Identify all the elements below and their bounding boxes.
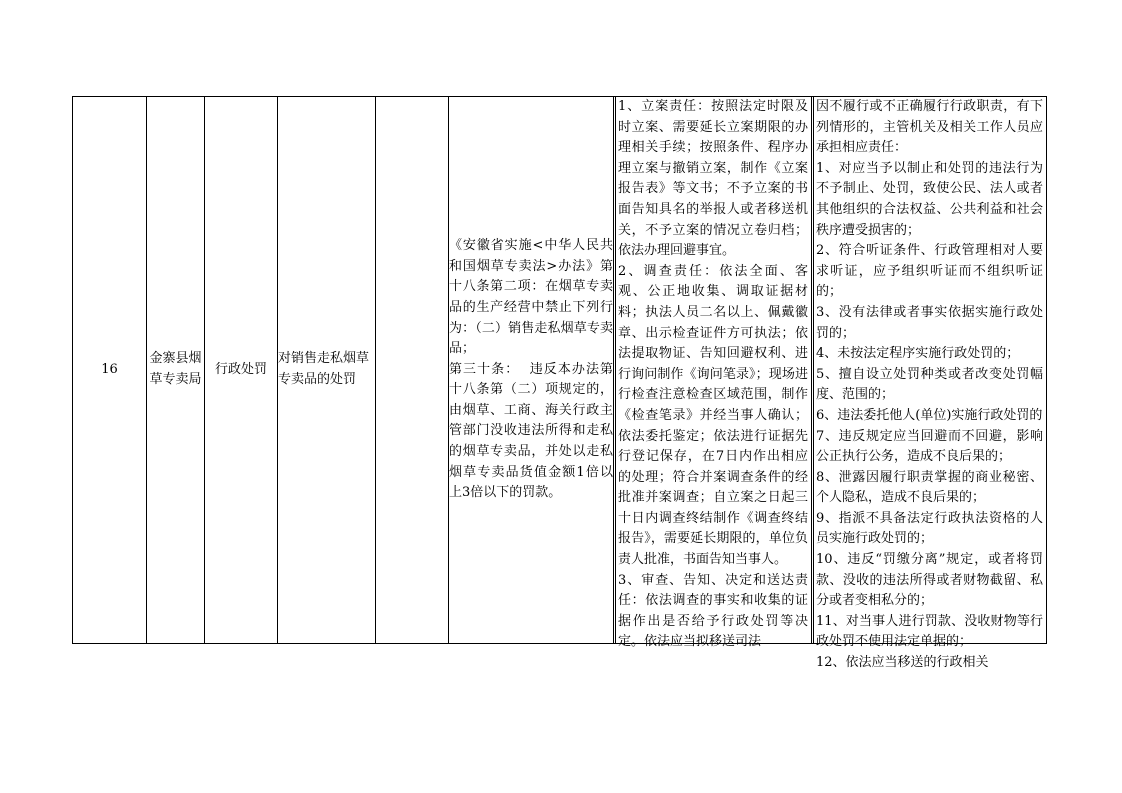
legal-basis-text: 《安徽省实施<中华人民共和国烟草专卖法>办法》第十八条第二项：在烟草专卖品的生产经营中禁止下列行为：（二）销售走私烟草专卖品； 第三十条： 违反本办法第十八条第（二）项规定的，由烟草、工商、海关行政主管部门没收违法所得和走私的烟草专卖品，并处以走私烟草专卖品货值金额1倍以上3倍以下的罚款。: [449, 238, 613, 501]
column-divider: [813, 96, 814, 643]
responsibility-cell: [614, 97, 812, 650]
legal-basis-cell: [449, 97, 614, 644]
power-type-cell: 行政处罚: [205, 97, 278, 644]
liability-text: 因不履行或不正确履行行政职责，有下列情形的，主管机关及相关工作人员应承担相应责任： 1、对应当予以制止和处罚的违法行为不予制止、处罚，致使公民、法人或者其他组织的合法权益、公共利益和社会秩序遭受损害的； 2、符合听证条件、行政管理相对人要求听证，应予组织听证而不组织听证的； 3、没有法律或者事实依据实施行政处罚的； 4、未按法定程序实施行政处罚的； 5、擅自设立处罚种类或者改变处罚幅度、范围的； 6、违法委托他人(单位)实施行政处罚的 7、违反规定应当回避而不回避，影响公正执行公务，造成不良后果的； 8、泄露因履行职责掌握的商业秘密、个人隐私，造成不良后果的； 9、指派不具备法定行政执法资格的人员实施行政处罚的； 10、违反“罚缴分离”规定，或者将罚款、没收的违法所得或者财物截留、私分或者变相私分的； 11、对当事人进行罚款、没收财物等行政处罚不使用法定单据的； 12、依法应当移送的行政相关: [816, 99, 1043, 671]
table-row: [73, 97, 1047, 644]
power-list-table: [72, 96, 1047, 671]
item-name-cell: 对销售走私烟草专卖品的处罚: [278, 97, 376, 644]
responsibility-text: 1、立案责任：按照法定时限及时立案、需要延长立案期限的办理相关手续；按照条件、程序办理立案与撤销立案，制作《立案报告表》等文书；不予立案的书面告知具名的举报人或者移送机关，不予立案的情况立卷归档； 依法办理回避事宜。 2、调查责任：依法全面、客观、公正地收集、调取证据材料；执法人员二名以上、佩戴徽章、出示检查证件方可执法；依法提取物证、告知回避权利、进行询问制作《询问笔录》；现场进行检查注意检查区域范围，制作《检查笔录》并经当事人确认；依法委托鉴定；依法进行证据先行登记保存，在7日内作出相应的处理；符合并案调查条件的经批准并案调查；自立案之日起三十日内调查终结制作《调查终结报告》，需要延长期限的，单位负责人批准，书面告知当事人。 3、审查、告知、决定和送达责任：依法调查的事实和收集的证据作出是否给予行政处罚等决定。依法应当拟移送司法: [618, 99, 808, 650]
sub-item-cell: [376, 97, 449, 644]
department-cell: 金寨县烟草专卖局: [147, 97, 205, 644]
liability-cell: [812, 97, 1047, 671]
row-number: 16: [73, 97, 147, 644]
column-divider: [615, 96, 616, 643]
